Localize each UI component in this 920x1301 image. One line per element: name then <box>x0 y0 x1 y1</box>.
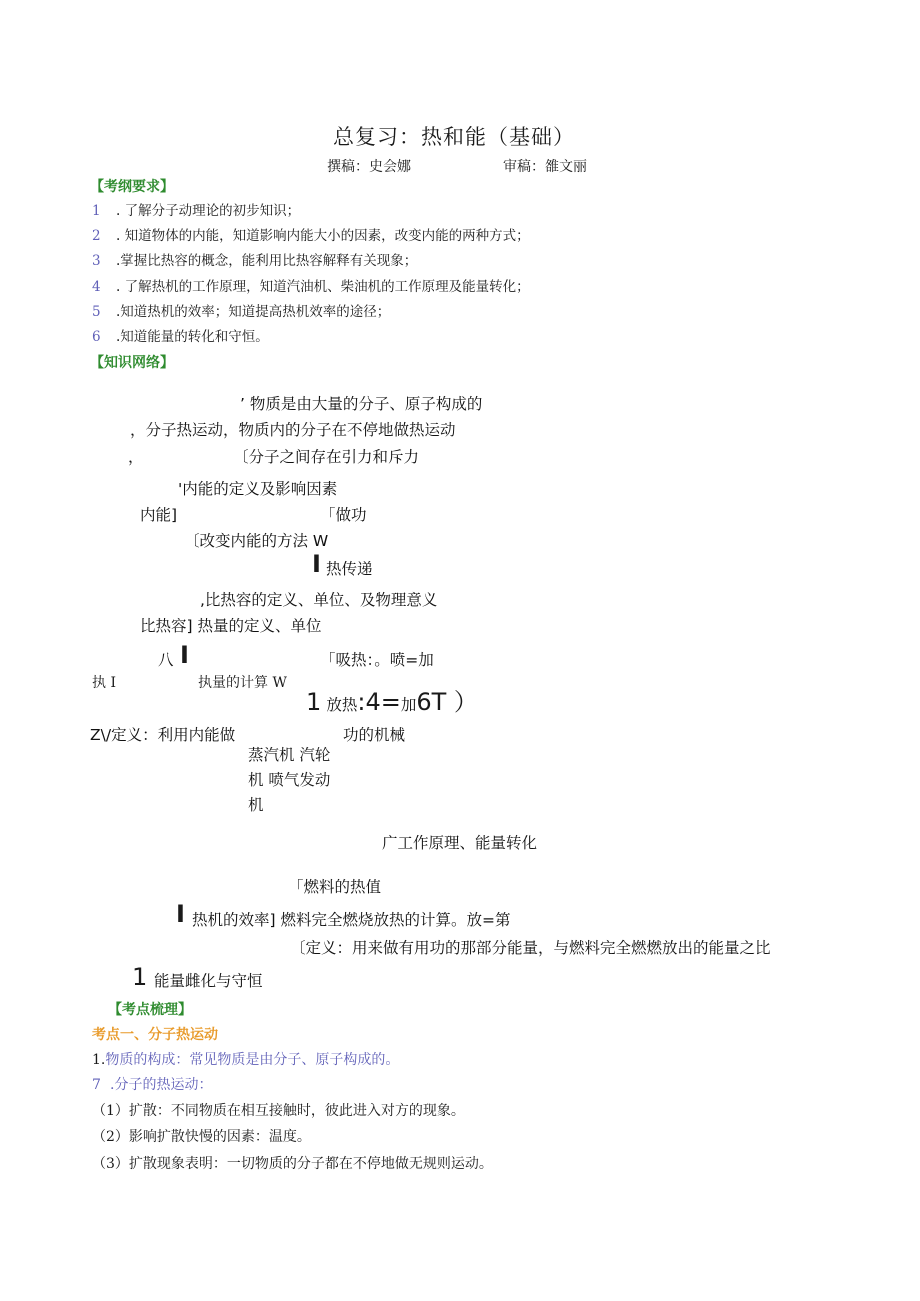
reviewer-line: 审稿：雒文丽 <box>503 159 587 175</box>
item-text: .知道热机的效率；知道提高热机效率的途径； <box>116 304 391 320</box>
requirement-item <box>92 255 417 269</box>
requirement-item <box>92 281 530 295</box>
network-line: '内能的定义及影响因素 <box>178 480 338 498</box>
network-line: 机 <box>248 796 264 814</box>
line-number: 1. <box>92 1052 106 1068</box>
network-line: 广工作原理、能量转化 <box>382 834 538 852</box>
page-title: 总复习：热和能（基础） <box>333 125 575 149</box>
requirement-item <box>92 331 269 345</box>
author-line: 撰稿：史会娜 <box>327 159 411 175</box>
network-line: 功的机械 <box>343 726 406 744</box>
formula-part: :4= <box>357 688 401 716</box>
network-line: 内能] <box>140 506 178 524</box>
network-line: 蒸汽机 汽轮 <box>248 746 331 764</box>
network-line: 能量雌化与守恒 <box>154 972 263 990</box>
network-line: 「吸热：。喷=加 <box>320 651 434 669</box>
network-big-number: 1 <box>132 963 148 991</box>
review-heading: 【考点梳理】 <box>108 1002 192 1018</box>
formula-part: 放热 <box>326 696 358 714</box>
formula-part: 加 <box>400 696 417 714</box>
line-number: 7 <box>92 1077 101 1093</box>
knowledge-network-heading: 【知识网络】 <box>90 355 174 371</box>
bracket-bar: I <box>180 641 189 669</box>
item-text: . 了解热机的工作原理，知道汽油机、柴油机的工作原理及能量转化； <box>116 279 530 295</box>
requirement-item <box>92 230 530 244</box>
network-line: ,比热容的定义、单位、及物理意义 <box>200 591 438 609</box>
item-text: . 知道物体的内能，知道影响内能大小的因素，改变内能的两种方式； <box>116 228 530 244</box>
point-one-title: 考点一、分子热运动 <box>92 1027 218 1043</box>
item-number: 1 <box>92 203 101 219</box>
formula-part: 1 <box>306 688 322 716</box>
network-line: ’ 物质是由大量的分子、原子构成的 <box>240 395 483 413</box>
review-line: （2）影响扩散快慢的因素：温度。 <box>92 1129 311 1145</box>
network-line: 〔改变内能的方法 W <box>184 532 329 550</box>
line-text: .分子的热运动： <box>110 1077 213 1093</box>
network-line: 机 喷气发动 <box>248 771 331 789</box>
item-number: 2 <box>92 228 101 244</box>
item-text: . 了解分子动理论的初步知识； <box>116 203 301 219</box>
item-text: .知道能量的转化和守恒。 <box>116 329 269 345</box>
network-line: ， <box>128 448 144 466</box>
network-line: 〔分子之间存在引力和斥力 <box>233 448 420 466</box>
bracket-bar: I <box>312 550 321 578</box>
network-line: 〔定义：用来做有用功的那部分能量，与燃料完全燃燃放出的能量之比 <box>290 939 771 957</box>
exam-requirements-heading: 【考纲要求】 <box>90 179 174 195</box>
item-number: 6 <box>92 329 101 345</box>
review-line: （3）扩散现象表明：一切物质的分子都在不停地做无规则运动。 <box>92 1156 493 1172</box>
heat-release-formula <box>306 690 478 714</box>
network-line: 执量的计算 W <box>198 675 287 691</box>
requirement-item <box>92 306 390 320</box>
review-line <box>92 1053 399 1067</box>
requirement-item <box>92 205 300 219</box>
network-line: 热机的效率] 燃料完全燃烧放热的计算。放=第 <box>192 911 511 929</box>
network-line: 热传递 <box>326 560 373 578</box>
network-line: 比热容] 热量的定义、单位 <box>140 617 322 635</box>
network-line: 「做功 <box>320 506 367 524</box>
item-text: .掌握比热容的概念，能利用比热容解释有关现象； <box>116 253 418 269</box>
line-text: 物质的构成：常见物质是由分子、原子构成的。 <box>105 1052 400 1068</box>
bracket-bar: I <box>176 900 185 928</box>
formula-part: 6T ） <box>416 688 478 716</box>
item-number: 5 <box>92 304 101 320</box>
review-line <box>92 1078 212 1092</box>
network-line: Z\/定义：利用内能做 <box>90 726 236 744</box>
network-line: ，分子热运动，物质内的分子在不停地做热运动 <box>130 421 456 439</box>
item-number: 4 <box>92 279 101 295</box>
network-line: 执 I <box>92 675 116 691</box>
network-line: 「燃料的热值 <box>288 878 382 896</box>
review-line: （1）扩散：不同物质在相互接触时，彼此进入对方的现象。 <box>92 1103 465 1119</box>
item-number: 3 <box>92 253 101 269</box>
network-line: 八 <box>158 651 174 669</box>
